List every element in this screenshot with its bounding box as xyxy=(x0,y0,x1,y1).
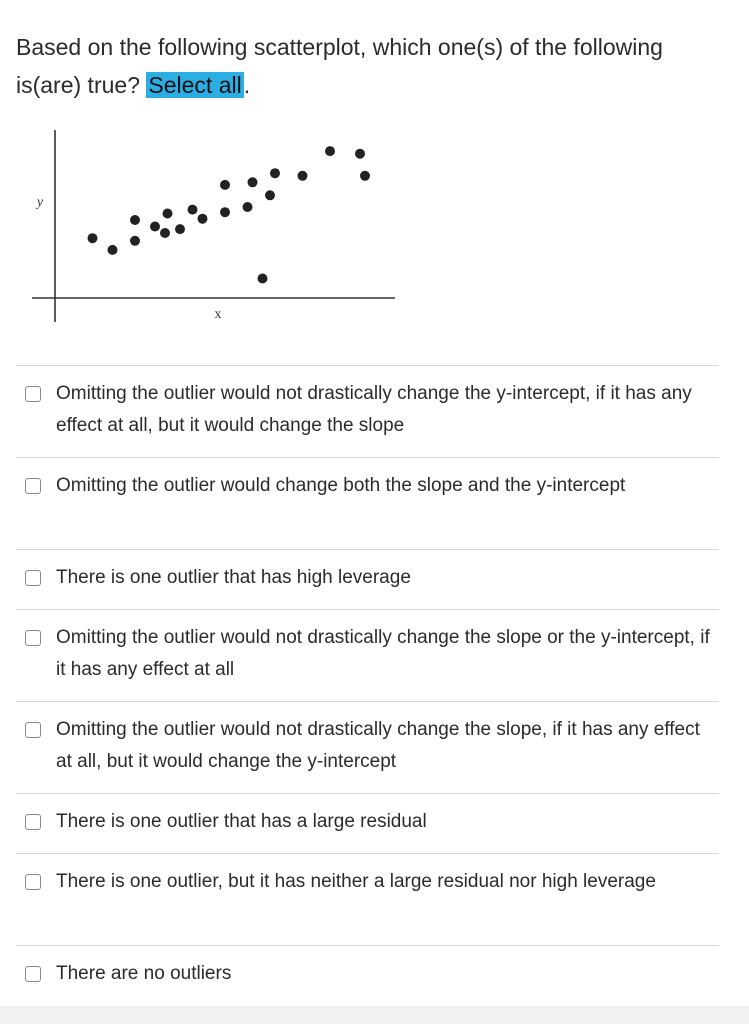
option-checkbox[interactable] xyxy=(25,386,41,402)
scatter-point xyxy=(298,171,308,181)
option-checkbox[interactable] xyxy=(25,478,41,494)
scatter-point xyxy=(198,214,208,224)
option-label[interactable]: Omitting the outlier would not drastically change the slope, if it has any effect at all, but it would change the y-intercept xyxy=(56,719,700,772)
select-all-emphasis: Select all xyxy=(148,72,242,98)
scatter-point xyxy=(150,222,160,232)
scatter-point xyxy=(175,224,185,234)
y-axis-label: y xyxy=(36,195,44,210)
scatter-point xyxy=(163,209,173,219)
bottom-bar xyxy=(0,1006,749,1024)
scatter-point xyxy=(160,228,170,238)
option-label[interactable]: There are no outliers xyxy=(56,963,232,984)
scatter-point xyxy=(258,274,268,284)
answer-option[interactable] xyxy=(16,793,719,853)
answer-option[interactable] xyxy=(16,701,719,793)
scatter-point xyxy=(325,146,335,156)
scatter-point xyxy=(130,215,140,225)
scatter-point xyxy=(270,168,280,178)
answer-option[interactable] xyxy=(16,853,719,945)
question-text: Based on the following scatterplot, which one(s) of the following is(are) true? xyxy=(16,34,663,98)
scatter-point xyxy=(88,233,98,243)
option-label[interactable]: Omitting the outlier would not drastically change the y-intercept, if it has any effect at all, but it would change the slope xyxy=(56,383,692,436)
option-label[interactable]: Omitting the outlier would not drastically change the slope or the y-intercept, if it has any effect at all xyxy=(56,627,710,680)
answer-option[interactable] xyxy=(16,457,719,549)
scatter-point xyxy=(355,149,365,159)
question-prompt xyxy=(16,28,731,104)
scatterplot xyxy=(0,120,420,330)
scatter-point xyxy=(220,180,230,190)
answer-option[interactable] xyxy=(16,945,719,1005)
option-label[interactable]: There is one outlier, but it has neither a large residual nor high leverage xyxy=(56,871,656,892)
data-points xyxy=(88,146,371,283)
x-axis-label: x xyxy=(214,307,222,322)
option-checkbox[interactable] xyxy=(25,570,41,586)
option-checkbox[interactable] xyxy=(25,630,41,646)
scatter-point xyxy=(243,202,253,212)
option-checkbox[interactable] xyxy=(25,722,41,738)
scatter-point xyxy=(265,190,275,200)
scatter-point xyxy=(130,236,140,246)
option-checkbox[interactable] xyxy=(25,814,41,830)
option-checkbox[interactable] xyxy=(25,874,41,890)
scatter-point xyxy=(220,207,230,217)
question-trailing: . xyxy=(243,72,251,98)
option-label[interactable]: There is one outlier that has high leverage xyxy=(56,567,411,588)
scatter-point xyxy=(248,177,258,187)
option-label[interactable]: There is one outlier that has a large residual xyxy=(56,811,427,832)
option-label[interactable]: Omitting the outlier would change both the slope and the y-intercept xyxy=(56,475,626,496)
scatter-point xyxy=(360,171,370,181)
option-checkbox[interactable] xyxy=(25,966,41,982)
scatter-point xyxy=(108,245,118,255)
answer-option[interactable] xyxy=(16,549,719,609)
answer-option[interactable] xyxy=(16,365,719,457)
answer-option[interactable] xyxy=(16,609,719,701)
scatter-point xyxy=(188,205,198,215)
